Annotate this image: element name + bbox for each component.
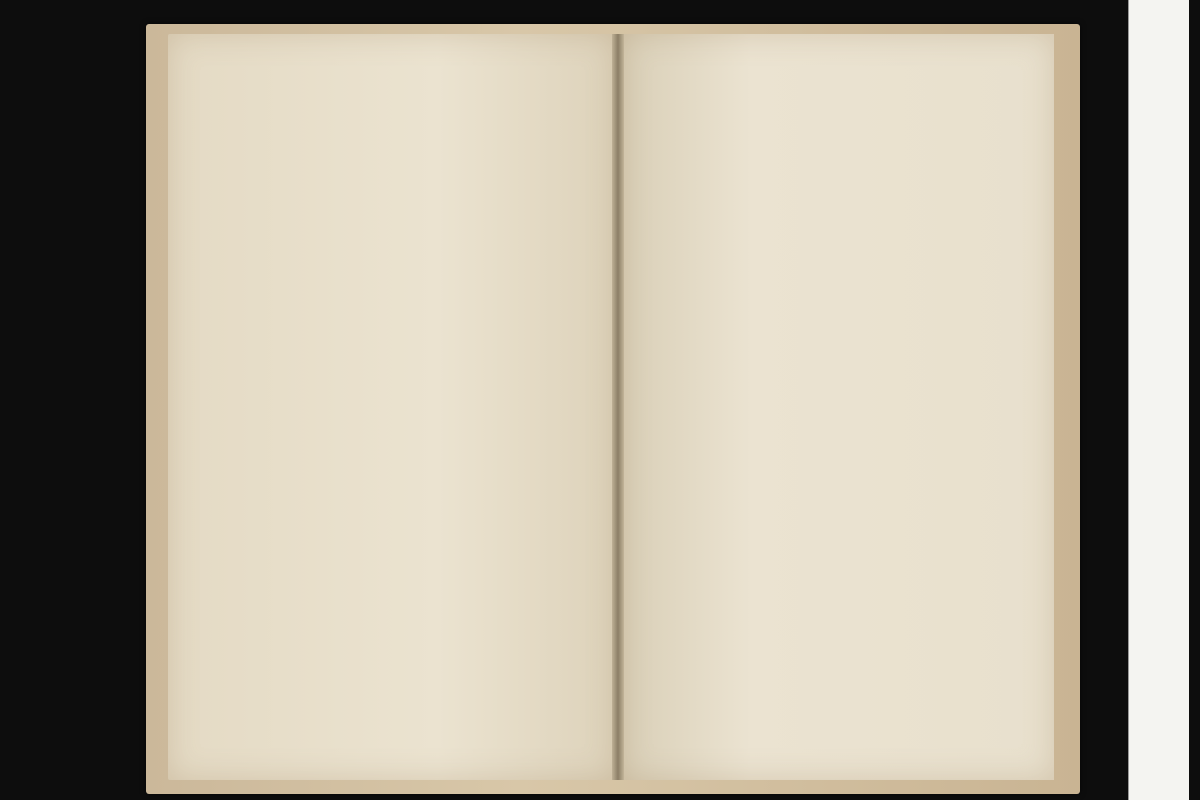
measurement-ruler [1128, 0, 1189, 800]
book-gutter [612, 34, 624, 780]
right-page [621, 34, 1054, 780]
left-page [168, 34, 617, 780]
